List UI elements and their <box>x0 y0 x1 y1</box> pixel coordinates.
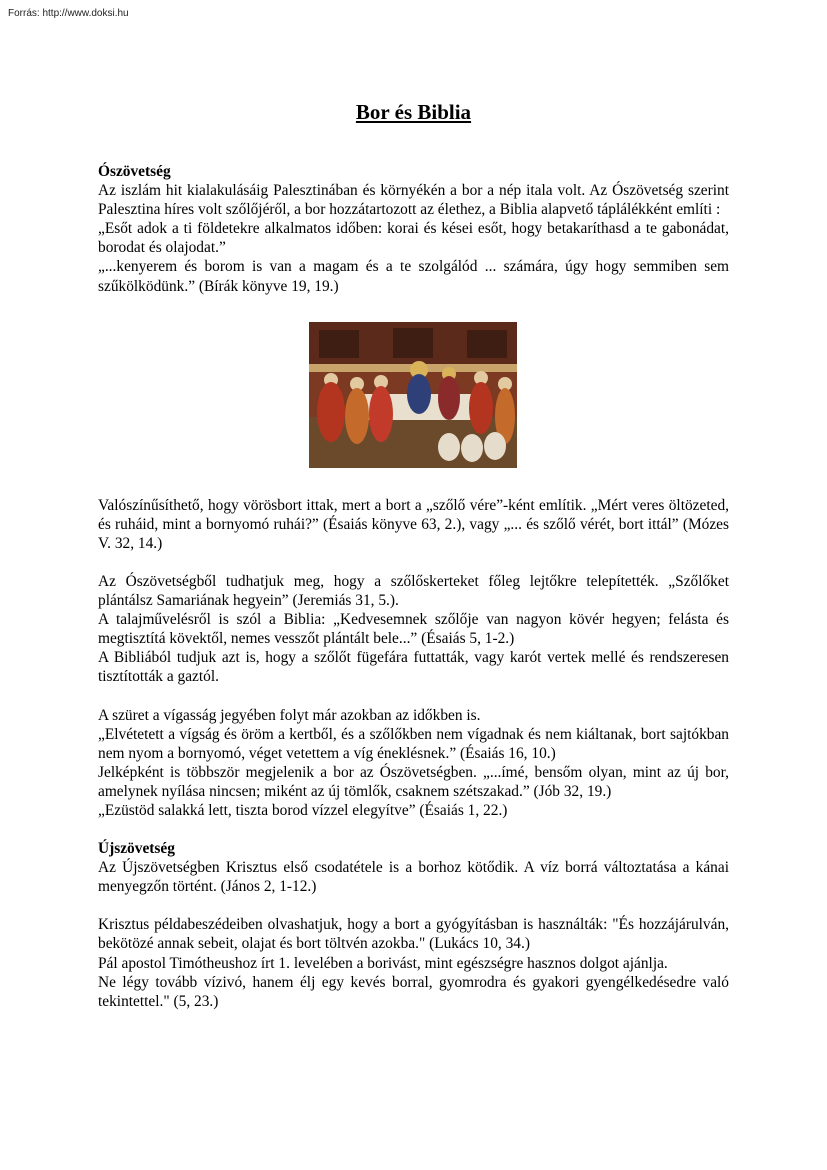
section-heading-new-testament: Újszövetség <box>98 840 175 858</box>
paragraph: „Esőt adok a ti földetekre alkalmatos időben: korai és kései esőt, hogy betakaríthasd a te gabonádat, borodat és olajodat.” <box>98 220 729 257</box>
page-title: Bor és Biblia <box>355 100 472 124</box>
paragraph: A talajművelésről is szól a Biblia: „Kedvesemnek szőlője van nagyon kövér hegyen; felásta és megtisztítá kövektől, nemes vesszőt plántált bele...” (Ésaiás 5, 1-2.) <box>98 611 729 648</box>
paragraph: Az Újszövetségben Krisztus első csodatétele is a borhoz kötődik. A víz borrá változtatása a kánai menyegzőn történt. (János 2, 1-12.) <box>98 859 729 896</box>
paragraph: Krisztus példabeszédeiben olvashatjuk, hogy a bort a gyógyításban is használták: "És hozzájárulván, bekötözé annak sebeit, olajat és bort töltvén azokba." (Lukács 10, 34.) <box>98 916 729 953</box>
paragraph: Az iszlám hit kialakulásáig Palesztinában és környékén a bor a nép itala volt. Az Ószövetség szerint Palesztina híres volt szőlőjéről, a bor hozzátartozott az élethez, a Biblia alapvető táplálékként említi : <box>98 182 729 219</box>
paragraph: A szüret a vígasság jegyében folyt már azokban az időkben is. <box>98 706 481 724</box>
wedding-at-cana-painting <box>309 322 517 468</box>
paragraph: „Elvétetett a vígság és öröm a kertből, és a szőlőkben nem vígadnak és nem kiáltanak, bort sajtókban nem nyom a bornyomó, véget vetettem a víg éneklésnek.” (Ésaiás 16, 10.) <box>98 725 729 762</box>
paragraph: A Bibliából tudjuk azt is, hogy a szőlőt fügefára futtatták, vagy karót vertek mellé és rendszeresen tisztították a gaztól. <box>98 649 729 686</box>
paragraph: Ne légy tovább vízivó, hanem élj egy kevés borral, gyomrodra és gyakori gyengélkedésedre való tekintettel." (5, 23.) <box>98 973 729 1010</box>
paragraph: Az Ószövetségből tudhatjuk meg, hogy a szőlőskerteket főleg lejtőkre telepítették. „Szőlőket plántálsz Samariának hegyein” (Jeremiás 31, 5.). <box>98 572 729 610</box>
paragraph: „...kenyerem és borom is van a magam és a te szolgálód ... számára, úgy hogy semmiben sem szűkölködünk.” (Bírák könyve 19, 19.) <box>98 258 729 295</box>
source-line: Forrás: http://www.doksi.hu <box>8 8 129 19</box>
paragraph: Jelképként is többször megjelenik a bor az Ószövetségben. „...ímé, bensőm olyan, mint az új bor, amelynek nyílása nincsen; miként az új tömlők, csaknem szétszakad.” (Jób 32, 19.) <box>98 763 729 800</box>
paragraph: Valószínűsíthető, hogy vörösbort ittak, mert a bort a „szőlő vére”-ként említik. „Mért veres öltözeted, és ruháid, mint a bornyomó ruhái?” (Ésaiás könyve 63, 2.), vagy „... és szőlő vérét, bort ittál” (Mózes V. 32, 14.) <box>98 496 729 552</box>
paragraph: Pál apostol Timótheushoz írt 1. levelében a borivást, mint egészségre hasznos dolgot ajánlja. <box>98 954 668 972</box>
figure-container <box>98 296 729 496</box>
section-heading-old-testament: Ószövetség <box>98 163 171 180</box>
document-body <box>98 162 729 1011</box>
paragraph: „Ezüstöd salakká lett, tiszta borod vízzel elegyítve” (Ésaiás 1, 22.) <box>98 801 508 819</box>
